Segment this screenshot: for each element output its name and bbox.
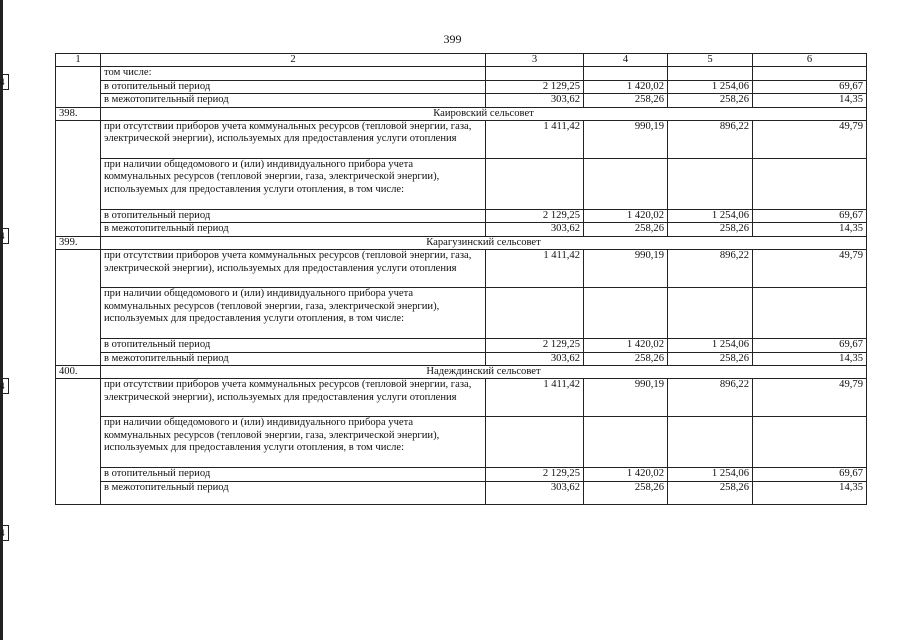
value-cell: 303,62 (486, 481, 584, 504)
value-cell: 2 129,25 (486, 339, 584, 352)
margin-mark: 4 (0, 228, 9, 244)
table-row (56, 339, 867, 352)
row-label: в отопительный период (101, 80, 486, 93)
value-cell: 258,26 (584, 94, 668, 107)
table-row (56, 468, 867, 481)
header-row (56, 54, 867, 67)
value-cell: 1 254,06 (668, 80, 753, 93)
value-cell: 69,67 (753, 80, 867, 93)
value-cell: 1 420,02 (584, 80, 668, 93)
table-row (56, 250, 867, 288)
value-cell: 896,22 (668, 379, 753, 417)
section-number: 399. (56, 236, 101, 249)
value-cell: 258,26 (668, 94, 753, 107)
value-cell: 303,62 (486, 223, 584, 236)
value-cell: 1 254,06 (668, 468, 753, 481)
value-cell: 1 420,02 (584, 468, 668, 481)
row-label: в отопительный период (101, 468, 486, 481)
row-label: при наличии общедомового и (или) индивидуального прибора учета коммунальных ресурсов (тепловой энергии, газа, электрической энергии), используемых для предоставления услуги отопления, в том числе: (101, 288, 486, 339)
margin-mark: 4 (0, 74, 9, 90)
row-label: при отсутствии приборов учета коммунальных ресурсов (тепловой энергии, газа, электрической энергии), используемых для предоставления услуги отопления (101, 121, 486, 159)
value-cell: 990,19 (584, 121, 668, 159)
value-cell: 303,62 (486, 352, 584, 365)
value-cell: 69,67 (753, 210, 867, 223)
left-page-edge (0, 0, 3, 640)
value-cell: 14,35 (753, 94, 867, 107)
empty-cell (56, 121, 101, 237)
value-cell: 258,26 (584, 352, 668, 365)
header-cell: 6 (753, 54, 867, 67)
value-cell: 1 411,42 (486, 250, 584, 288)
row-label: в межотопительный период (101, 352, 486, 365)
empty-cell (56, 67, 101, 107)
value-cell: 14,35 (753, 352, 867, 365)
section-name: Каировский сельсовет (101, 107, 867, 120)
table-row (56, 159, 867, 210)
value-cell: 1 420,02 (584, 339, 668, 352)
value-cell: 1 411,42 (486, 121, 584, 159)
table-row (56, 288, 867, 339)
table-row (56, 210, 867, 223)
row-label: в отопительный период (101, 210, 486, 223)
table-row (56, 417, 867, 468)
value-cell: 69,67 (753, 339, 867, 352)
row-label: при отсутствии приборов учета коммунальных ресурсов (тепловой энергии, газа, электрической энергии), используемых для предоставления услуги отопления (101, 379, 486, 417)
table-row (56, 352, 867, 365)
page-number: 399 (443, 32, 462, 46)
empty-cell (56, 379, 101, 504)
row-label: том числе: (101, 67, 486, 80)
row-label: в межотопительный период (101, 94, 486, 107)
value-cell: 49,79 (753, 379, 867, 417)
value-cell: 990,19 (584, 379, 668, 417)
value-cell: 14,35 (753, 223, 867, 236)
header-cell: 5 (668, 54, 753, 67)
section-name: Надеждинский сельсовет (101, 366, 867, 379)
section-name: Карагузинский сельсовет (101, 236, 867, 249)
value-cell: 896,22 (668, 250, 753, 288)
value-cell: 258,26 (668, 481, 753, 504)
value-cell: 2 129,25 (486, 468, 584, 481)
table-row (56, 481, 867, 504)
header-cell: 3 (486, 54, 584, 67)
row-label: при наличии общедомового и (или) индивидуального прибора учета коммунальных ресурсов (тепловой энергии, газа, электрической энергии), используемых для предоставления услуги отопления, в том числе: (101, 159, 486, 210)
row-label: в межотопительный период (101, 223, 486, 236)
value-cell: 258,26 (584, 223, 668, 236)
value-cell: 1 420,02 (584, 210, 668, 223)
header-cell: 2 (101, 54, 486, 67)
table-row (56, 94, 867, 107)
margin-mark: 4 (0, 378, 9, 394)
value-cell: 1 254,06 (668, 210, 753, 223)
table-row (56, 379, 867, 417)
value-cell: 49,79 (753, 121, 867, 159)
value-cell: 2 129,25 (486, 80, 584, 93)
value-cell: 896,22 (668, 121, 753, 159)
section-number: 398. (56, 107, 101, 120)
section-header-row (56, 366, 867, 379)
section-header-row (56, 107, 867, 120)
section-header-row (56, 236, 867, 249)
header-cell: 1 (56, 54, 101, 67)
empty-cell (56, 250, 101, 366)
value-cell: 14,35 (753, 481, 867, 504)
row-label: в межотопительный период (101, 481, 486, 504)
value-cell: 258,26 (668, 223, 753, 236)
value-cell: 258,26 (584, 481, 668, 504)
value-cell: 1 411,42 (486, 379, 584, 417)
tariff-table (55, 53, 867, 505)
value-cell: 49,79 (753, 250, 867, 288)
row-label: в отопительный период (101, 339, 486, 352)
row-label: при наличии общедомового и (или) индивидуального прибора учета коммунальных ресурсов (тепловой энергии, газа, электрической энергии), используемых для предоставления услуги отопления, в том числе: (101, 417, 486, 468)
table-row (56, 223, 867, 236)
table-row (56, 67, 867, 80)
value-cell: 1 254,06 (668, 339, 753, 352)
value-cell: 990,19 (584, 250, 668, 288)
row-label: при отсутствии приборов учета коммунальных ресурсов (тепловой энергии, газа, электрической энергии), используемых для предоставления услуги отопления (101, 250, 486, 288)
table-row (56, 121, 867, 159)
value-cell: 258,26 (668, 352, 753, 365)
value-cell: 2 129,25 (486, 210, 584, 223)
value-cell: 303,62 (486, 94, 584, 107)
value-cell: 69,67 (753, 468, 867, 481)
table-row (56, 80, 867, 93)
margin-mark: 4 (0, 525, 9, 541)
section-number: 400. (56, 366, 101, 379)
header-cell: 4 (584, 54, 668, 67)
